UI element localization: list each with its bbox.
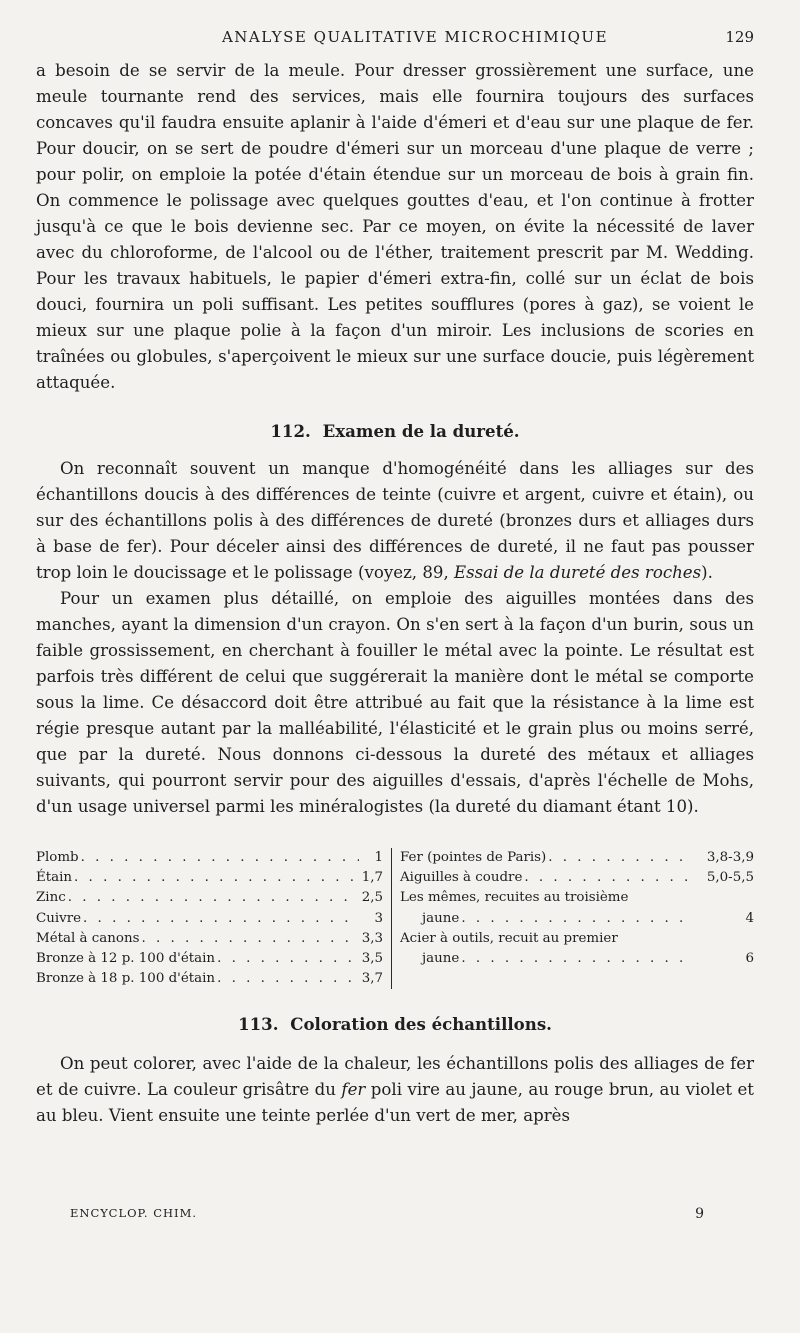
section-113-title: Coloration des échantillons. (290, 1014, 552, 1035)
hardness-value: 3,5 (361, 951, 383, 967)
running-title: ANALYSE QUALITATIVE MICROCHIMIQUE (221, 28, 609, 46)
table-spacer (400, 969, 754, 989)
material-name: jaune (422, 951, 460, 967)
dot-leader (79, 848, 359, 868)
dot-leader (215, 949, 359, 969)
table-row (36, 888, 383, 908)
table-row (36, 969, 383, 989)
page (36, 28, 754, 1129)
table-row (36, 868, 383, 888)
section-112-paragraph-1-text: On reconnaît souvent un manque d'homogénéité dans les alliages sur des échantillons doucis à des différences de teinte (cuivre et argent, cuivre et étain), ou sur des échantillons polis à des différences de dureté (bronzes durs et alliages durs à base de fer). Pour déceler ainsi des différences de dureté, il ne faut pas pousser trop loin le doucissage et le polissage (voyez, 89, (36, 459, 754, 582)
section-112-number: 112. (270, 421, 311, 441)
material-name: Bronze à 12 p. 100 d'étain (36, 951, 216, 967)
dot-leader (522, 868, 694, 888)
hardness-value: 2,5 (361, 890, 383, 906)
section-113-heading (36, 1011, 754, 1037)
hardness-value: 1 (374, 850, 383, 865)
hardness-value: 4 (745, 910, 754, 926)
table-row (400, 888, 754, 908)
dot-leader (215, 969, 359, 989)
section-113-italic-term: fer (341, 1080, 366, 1100)
hardness-value: 1,7 (361, 870, 383, 886)
table-row (400, 868, 754, 888)
material-name: Fer (pointes de Paris) (400, 850, 547, 865)
section-112-paragraph-1 (36, 456, 754, 586)
hardness-table-left-column (36, 848, 392, 989)
table-row (36, 929, 383, 949)
hardness-table (36, 848, 754, 989)
dot-leader (66, 888, 359, 908)
section-113-paragraph-text: On peut colorer, avec l'aide de la chaleur, les échantillons polis des alliages de fer et de cuivre. La couleur grisâtre du (36, 1054, 754, 1100)
section-112-paragraph-2: Pour un examen plus détaillé, on emploie des aiguilles montées dans des manches, ayant la dimension d'un crayon. On s'en sert à la façon d'un burin, sous un faible grossissement, en cherchant à fouiller le métal avec la pointe. Le résultat est parfois très différent de celui que suggérerait la manière dont le métal se comporte sous la lime. Ce désaccord doit être attribué au fait que la résistance à la lime est régie presque autant par la malléabilité, l'élasticité et le grain plus ou moins serré, que par la dureté. Nous donnons ci-dessous la dureté des métaux et alliages suivants, qui pourront servir pour des aiguilles d'essais, d'après l'échelle de Mohs, d'un usage universel parmi les minéralogistes (la dureté du diamant étant 10). (36, 589, 754, 816)
footer-publication: ENCYCLOP. CHIM. (70, 1206, 198, 1220)
dot-leader (139, 929, 359, 949)
hardness-value: 3,7 (361, 971, 383, 987)
page-number: 129 (725, 28, 754, 46)
section-113-paragraph-end: poli vire au jaune, au rouge brun, au violet et au bleu. Vient ensuite une teinte perlée d'un vert de mer, après (36, 1080, 754, 1126)
table-row (36, 909, 383, 929)
material-name: Bronze à 18 p. 100 d'étain (36, 971, 216, 987)
material-name: Métal à canons (36, 930, 140, 946)
material-name: Plomb (36, 850, 79, 865)
hardness-value: 3,3 (361, 930, 383, 946)
intro-paragraph: a besoin de se servir de la meule. Pour dresser grossièrement une surface, une meule tournante rend des services, mais elle fournira toujours des surfaces concaves qu'il faudra ensuite aplanir à l'aide d'émeri et d'eau sur une plaque de fer. Pour doucir, on se sert de poudre d'émeri sur un morceau d'une plaque de verre ; pour polir, on emploie la potée d'étain étendue sur un morceau de bois à grain fin. On commence le polissage avec quelques gouttes d'eau, et l'on continue à frotter jusqu'à ce que le bois devienne sec. Par ce moyen, on évite la nécessité de laver avec du chloroforme, de l'alcool ou de l'éther, traitement prescrit par M. Wedding. Pour les travaux habituels, le papier d'émeri extra-fin, collé sur un éclat de bois douci, fournira un poli suffisant. Les petites soufflures (pores à gaz), se voient le mieux sur une plaque polie à la façon d'un miroir. Les inclusions de scories en traînées ou globules, s'aperçoivent le mieux sur une surface doucie, puis légèrement attaquée. (36, 61, 754, 392)
material-name: Zinc (36, 890, 66, 906)
section-113-paragraph (36, 1051, 754, 1129)
table-row (36, 848, 383, 868)
hardness-value: 5,0-5,5 (706, 870, 754, 886)
hardness-value: 3 (374, 910, 383, 926)
hardness-value: 6 (745, 951, 754, 967)
material-name: Aiguilles à coudre (400, 870, 523, 886)
table-row (400, 929, 754, 949)
hardness-table-right-column (392, 848, 754, 989)
table-row (400, 909, 754, 929)
table-row (36, 949, 383, 969)
material-name-line-1: Acier à outils, recuit au premier (400, 930, 618, 946)
section-112-reference-title: Essai de la dureté des roches (454, 563, 702, 582)
page-footer (70, 1206, 704, 1222)
hardness-value: 3,8-3,9 (706, 850, 754, 865)
table-row (400, 949, 754, 969)
dot-leader (459, 909, 694, 929)
material-name: Étain (36, 870, 73, 886)
material-name: jaune (422, 910, 460, 926)
section-112-heading (36, 418, 754, 444)
section-112-title: Examen de la dureté. (322, 421, 520, 441)
signature-mark: 9 (695, 1206, 704, 1222)
dot-leader (459, 949, 694, 969)
dot-leader (81, 909, 359, 929)
dot-leader (546, 848, 694, 868)
dot-leader (72, 868, 359, 888)
table-row (400, 848, 754, 868)
running-header (36, 28, 754, 58)
section-113-number: 113. (238, 1014, 279, 1035)
material-name: Cuivre (36, 910, 82, 926)
material-name-line-1: Les mêmes, recuites au troisième (400, 890, 629, 906)
section-112-paragraph-1-end: ). (701, 563, 713, 582)
